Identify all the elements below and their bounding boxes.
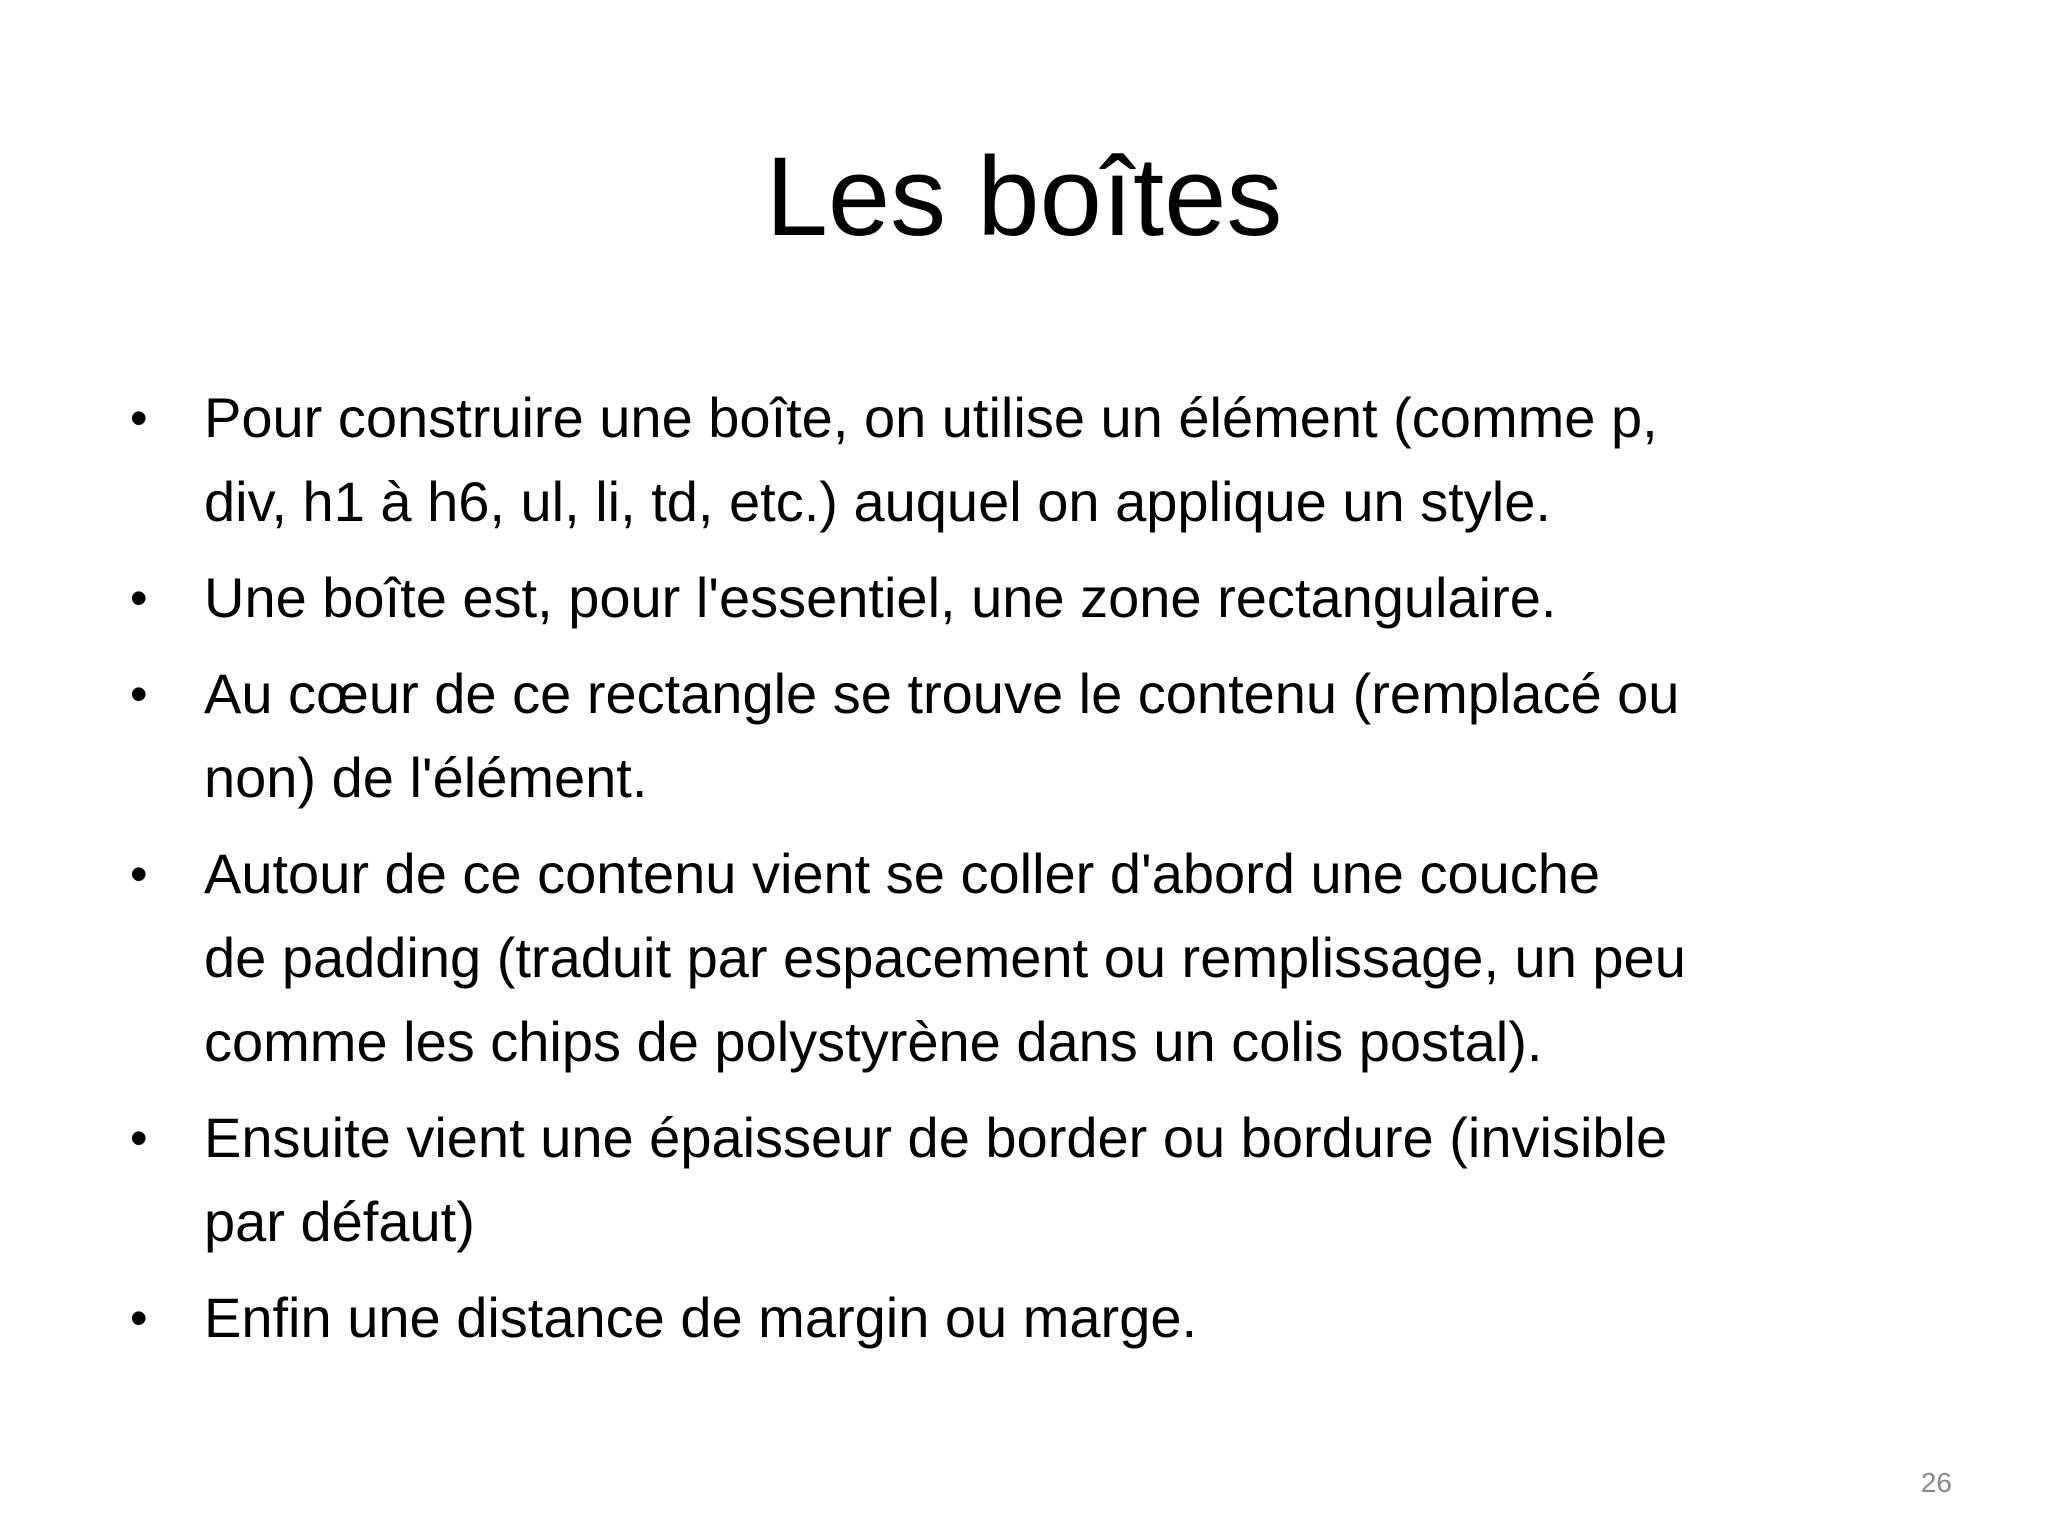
bullet-item (116, 652, 1916, 820)
bullet-icon: • (130, 390, 148, 446)
bullet-list (116, 376, 1916, 1372)
bullet-item (116, 832, 1916, 1084)
bullet-text-line: comme les chips de polystyrène dans un colis postal). (204, 1010, 1543, 1073)
bullet-icon: • (130, 1290, 148, 1346)
bullet-icon: • (130, 1110, 148, 1166)
bullet-text-line: Enfin une distance de margin ou marge. (204, 1286, 1198, 1349)
bullet-icon: • (130, 570, 148, 626)
bullet-text-line: Une boîte est, pour l'essentiel, une zone rectangulaire. (204, 566, 1557, 629)
bullet-text-line: Autour de ce contenu vient se coller d'abord une couche (204, 842, 1601, 905)
bullet-item (116, 1276, 1916, 1360)
bullet-icon: • (130, 666, 148, 722)
bullet-text-line: par défaut) (204, 1190, 475, 1253)
bullet-icon: • (130, 846, 148, 902)
bullet-text-line: Pour construire une boîte, on utilise un élément (comme p, (204, 386, 1658, 449)
bullet-text-line: de padding (traduit par espacement ou remplissage, un peu (204, 926, 1686, 989)
bullet-item (116, 376, 1916, 544)
bullet-text-line: non) de l'élément. (204, 746, 648, 809)
bullet-text-line: Ensuite vient une épaisseur de border ou bordure (invisible (204, 1106, 1668, 1169)
bullet-text-line: div, h1 à h6, ul, li, td, etc.) auquel on applique un style. (204, 470, 1551, 533)
page-number: 26 (1920, 1467, 1952, 1498)
slide-title: Les boîtes (765, 134, 1283, 259)
bullet-item (116, 556, 1916, 640)
bullet-item (116, 1096, 1916, 1264)
bullet-text-line: Au cœur de ce rectangle se trouve le contenu (remplacé ou (204, 662, 1680, 725)
